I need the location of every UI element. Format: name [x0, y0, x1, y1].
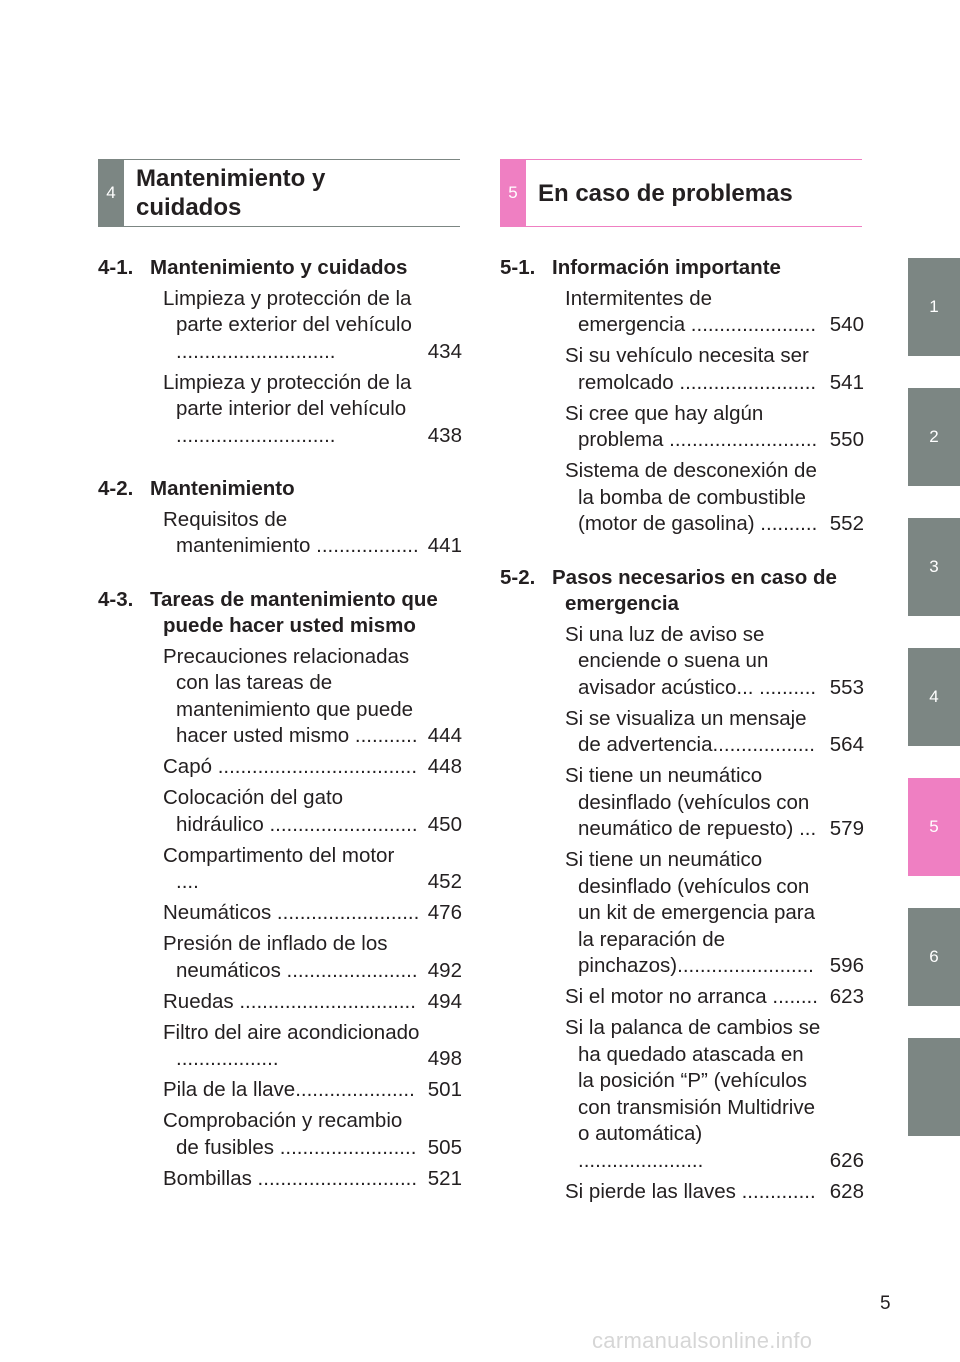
chapter-title: Información importante	[552, 256, 781, 279]
toc-column-section-5	[500, 251, 864, 1210]
toc-entry-text: Intermitentes de emergencia ......................	[565, 286, 817, 336]
chapter-title: Mantenimiento	[150, 477, 295, 500]
toc-entry[interactable]	[98, 370, 462, 450]
toc-entry-text: Si tiene un neumático desinflado (vehículos con un kit de emergencia para la reparación de pinchazos)........................	[565, 848, 816, 977]
toc-entry-text: Precauciones relacionadas con las tareas de mantenimiento que puede hacer usted mismo ...........	[163, 644, 418, 747]
toc-entry-page: 492	[427, 958, 462, 982]
section-title	[124, 160, 325, 226]
toc-entry-text: Requisitos de mantenimiento ..................	[163, 507, 419, 557]
toc-entry-text: Si el motor no arranca ........	[565, 985, 818, 1008]
toc-entry-page: 553	[829, 675, 864, 699]
chapter-number: 4-1.	[98, 256, 134, 279]
chapter-heading[interactable]	[98, 587, 462, 640]
toc-entry-text: Si su vehículo necesita ser remolcado ........................	[565, 344, 817, 394]
toc-entry-text: Capó ...................................	[163, 755, 418, 778]
chapter-heading[interactable]	[500, 565, 864, 618]
toc-entry-page: 444	[427, 724, 462, 747]
watermark: carmanualsonline.info	[592, 1328, 813, 1353]
toc-entry[interactable]	[500, 1179, 864, 1206]
toc-entry-text: Sistema de desconexión de la bomba de combustible (motor de gasolina) ..........	[565, 459, 818, 535]
toc-entry[interactable]	[500, 984, 864, 1011]
toc-entry-page: 541	[829, 370, 864, 394]
toc-entry[interactable]	[98, 843, 462, 896]
toc-entry-page: 494	[427, 989, 462, 1013]
page-number: 5	[880, 1293, 891, 1314]
toc-entry-page: 476	[427, 901, 462, 924]
toc-entry-page: 438	[427, 423, 462, 447]
section-number: 4	[98, 160, 124, 226]
chapter-title: Mantenimiento y cuidados	[150, 256, 408, 279]
toc-entry[interactable]	[98, 1166, 462, 1193]
chapter-heading[interactable]	[98, 255, 462, 282]
toc-column-section-4	[98, 251, 462, 1197]
toc-entry-page: 623	[829, 985, 864, 1008]
section-header-4	[98, 159, 460, 227]
toc-entry-text: Si pierde las llaves .............	[565, 1179, 816, 1203]
toc-entry-text: Si cree que hay algún problema ..........................	[565, 401, 818, 451]
toc-entry[interactable]	[500, 286, 864, 339]
toc-entry-page: 505	[427, 1135, 462, 1159]
chapter-number: 5-2.	[500, 565, 536, 589]
toc-entry-text: Ruedas ...............................	[163, 989, 416, 1013]
toc-entry[interactable]	[98, 785, 462, 838]
toc-entry[interactable]	[500, 763, 864, 843]
chapter-number: 4-2.	[98, 477, 134, 500]
chapter-heading[interactable]	[500, 255, 864, 282]
section-number: 5	[500, 160, 526, 226]
toc-entry[interactable]	[98, 1077, 462, 1104]
toc-entry-page: 521	[427, 1166, 462, 1190]
side-tab-index[interactable]	[908, 1038, 960, 1136]
chapter-title: Tareas de mantenimiento que puede hacer usted mismo	[150, 587, 438, 637]
toc-entry-text: Limpieza y protección de la parte interior del vehículo ............................	[163, 370, 412, 447]
toc-entry-page: 596	[829, 954, 864, 977]
toc-entry[interactable]	[500, 622, 864, 702]
section-title	[526, 160, 793, 226]
toc-entry[interactable]	[500, 343, 864, 396]
section-header-5	[500, 159, 862, 227]
toc-entry[interactable]	[98, 754, 462, 781]
toc-entry-text: Si tiene un neumático desinflado (vehículos con neumático de repuesto) ...	[565, 764, 817, 840]
toc-entry-page: 540	[829, 313, 864, 336]
toc-entry-text: Pila de la llave.....................	[163, 1078, 415, 1101]
toc-entry-page: 452	[427, 870, 462, 893]
toc-entry-text: Comprobación y recambio de fusibles ........................	[163, 1109, 417, 1159]
toc-entry-text: Compartimento del motor ....	[163, 843, 395, 893]
section-title-line: cuidados	[136, 194, 242, 221]
toc-entry-text: Neumáticos .........................	[163, 901, 420, 924]
toc-entry-text: Si se visualiza un mensaje de advertencia..................	[565, 706, 816, 756]
side-tab-2[interactable]: 2	[908, 388, 960, 486]
toc-entry-page: 450	[427, 812, 462, 836]
toc-entry-page: 441	[427, 534, 462, 557]
toc-entry-page: 550	[829, 428, 864, 451]
toc-entry-page: 498	[427, 1047, 462, 1070]
toc-entry-page: 552	[829, 512, 864, 535]
toc-entry-page: 501	[427, 1078, 462, 1101]
toc-entry-text: Colocación del gato hidráulico ..........................	[163, 786, 418, 836]
toc-entry[interactable]	[98, 644, 462, 750]
toc-entry-text: Bombillas ............................	[163, 1166, 418, 1190]
toc-entry-text: Si una luz de aviso se enciende o suena un avisador acústico... ..........	[565, 622, 817, 699]
chapter-number: 4-3.	[98, 587, 134, 611]
toc-entry-page: 579	[829, 817, 864, 840]
side-tab-6[interactable]: 6	[908, 908, 960, 1006]
toc-entry[interactable]	[500, 706, 864, 759]
toc-entry[interactable]	[98, 507, 462, 560]
toc-entry[interactable]	[98, 1108, 462, 1161]
section-title-line: En caso de problemas	[538, 179, 793, 207]
toc-entry[interactable]	[98, 931, 462, 984]
side-tab-5[interactable]: 5	[908, 778, 960, 876]
toc-entry[interactable]	[500, 401, 864, 454]
toc-entry[interactable]	[98, 989, 462, 1016]
toc-entry[interactable]	[500, 1015, 864, 1174]
side-tab-1[interactable]: 1	[908, 258, 960, 356]
toc-entry[interactable]	[98, 1020, 462, 1073]
toc-entry-page: 626	[829, 1148, 864, 1172]
toc-entry[interactable]	[98, 900, 462, 927]
toc-entry-text: Limpieza y protección de la parte exterior del vehículo ............................	[163, 286, 412, 363]
toc-entry-page: 448	[427, 755, 462, 778]
chapter-heading[interactable]	[98, 476, 462, 503]
side-tab-3[interactable]: 3	[908, 518, 960, 616]
chapter-title: Pasos necesarios en caso de emergencia	[552, 565, 837, 615]
toc-entry[interactable]	[500, 847, 864, 980]
toc-entry-text: Presión de inflado de los neumáticos .......................	[163, 932, 418, 982]
toc-entry-page: 628	[829, 1179, 864, 1203]
section-title-line: Mantenimiento y	[136, 165, 326, 192]
toc-entry[interactable]	[500, 458, 864, 538]
toc-entry-page: 564	[829, 733, 864, 756]
toc-entry-page: 434	[427, 339, 462, 363]
toc-entry-text: Filtro del aire acondicionado ..................	[163, 1020, 420, 1070]
toc-entry-text: Si la palanca de cambios se ha quedado atascada en la posición “P” (vehículos con transmisión Multidrive o automática) ......................	[565, 1016, 821, 1172]
side-tab-4[interactable]: 4	[908, 648, 960, 746]
toc-entry[interactable]	[98, 286, 462, 366]
chapter-number: 5-1.	[500, 256, 536, 279]
